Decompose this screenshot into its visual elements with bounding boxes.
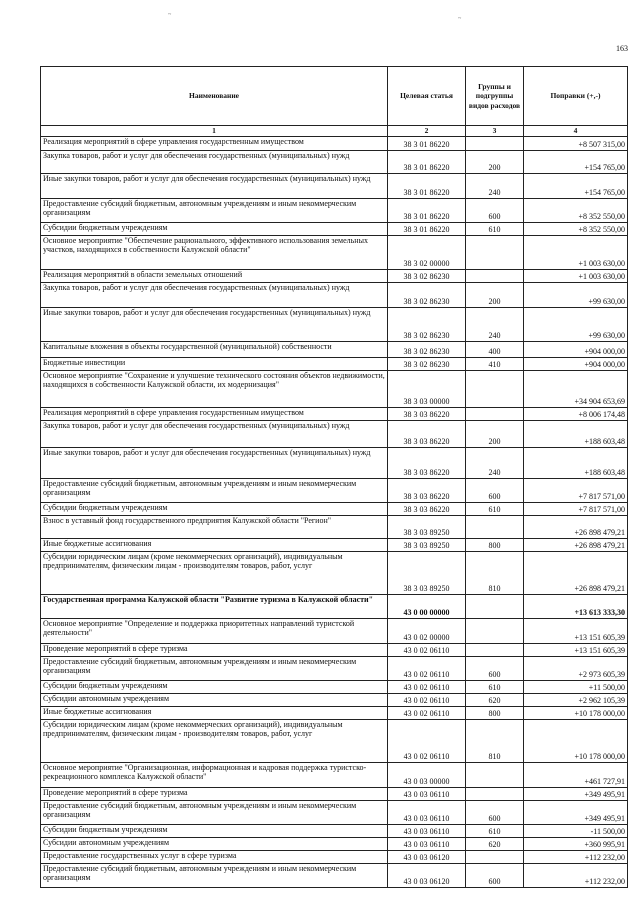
row-name: Предоставление субсидий бюджетным, автономным учреждениям и иным некоммерческим организациям — [41, 800, 388, 824]
row-name: Капитальные вложения в объекты государственной (муниципальной) собственности — [41, 341, 388, 357]
row-name: Предоставление субсидий бюджетным, автономным учреждениям и иным некоммерческим организациям — [41, 656, 388, 680]
column-number: 1 — [41, 126, 388, 137]
header-expense-groups: Группы и подгруппы видов расходов — [466, 67, 524, 126]
table-row — [41, 863, 628, 887]
row-name: Реализация мероприятий в сфере управления государственным имуществом — [41, 407, 388, 420]
table-row — [41, 643, 628, 656]
row-amendment: +8 352 550,00 — [524, 198, 628, 222]
row-amendment: +26 898 479,21 — [524, 551, 628, 594]
row-expense-group: 600 — [466, 198, 524, 222]
row-target-article: 38 3 02 86230 — [388, 357, 466, 370]
budget-amendments-table — [40, 66, 628, 888]
row-target-article: 43 0 02 00000 — [388, 618, 466, 643]
row-target-article: 38 3 03 89250 — [388, 515, 466, 538]
row-name: Иные закупки товаров, работ и услуг для обеспечения государственных (муниципальных) нужд — [41, 447, 388, 478]
row-expense-group: 410 — [466, 357, 524, 370]
row-name: Иные закупки товаров, работ и услуг для обеспечения государственных (муниципальных) нужд — [41, 173, 388, 198]
row-amendment: +904 000,00 — [524, 357, 628, 370]
table-row — [41, 837, 628, 850]
row-amendment: +904 000,00 — [524, 341, 628, 357]
row-amendment: +112 232,00 — [524, 850, 628, 863]
row-expense-group: 620 — [466, 837, 524, 850]
row-name: Основное мероприятие "Определение и поддержка приоритетных направлений туристской деятельности" — [41, 618, 388, 643]
row-target-article: 43 0 02 06110 — [388, 680, 466, 693]
row-target-article: 38 3 03 86220 — [388, 502, 466, 515]
row-target-article: 38 3 03 86220 — [388, 420, 466, 447]
header-name: Наименование — [41, 67, 388, 126]
row-amendment: +34 904 653,69 — [524, 370, 628, 407]
row-expense-group: 600 — [466, 656, 524, 680]
row-expense-group — [466, 370, 524, 407]
row-target-article: 43 0 03 06110 — [388, 837, 466, 850]
header-amendments: Поправки (+,-) — [524, 67, 628, 126]
row-name: Государственная программа Калужской области "Развитие туризма в Калужской области" — [41, 594, 388, 618]
row-target-article: 43 0 03 06110 — [388, 787, 466, 800]
row-amendment: +8 006 174,48 — [524, 407, 628, 420]
row-expense-group: 610 — [466, 680, 524, 693]
row-expense-group: 610 — [466, 824, 524, 837]
row-target-article: 38 3 03 89250 — [388, 551, 466, 594]
column-number-row — [41, 126, 628, 137]
row-target-article: 43 0 03 06110 — [388, 824, 466, 837]
column-number: 4 — [524, 126, 628, 137]
row-expense-group: 600 — [466, 863, 524, 887]
row-name: Субсидии бюджетным учреждениям — [41, 824, 388, 837]
row-amendment: +11 500,00 — [524, 680, 628, 693]
row-amendment: -11 500,00 — [524, 824, 628, 837]
table-row — [41, 706, 628, 719]
table-row — [41, 515, 628, 538]
table-row — [41, 269, 628, 282]
table-row — [41, 693, 628, 706]
row-target-article: 43 0 02 06110 — [388, 719, 466, 762]
table-body — [41, 136, 628, 887]
row-name: Предоставление субсидий бюджетным, автономным учреждениям и иным некоммерческим организациям — [41, 478, 388, 502]
row-amendment: +8 507 315,00 — [524, 136, 628, 150]
table-header-row — [41, 67, 628, 126]
row-amendment: +99 630,00 — [524, 282, 628, 307]
row-expense-group: 810 — [466, 719, 524, 762]
row-name: Иные бюджетные ассигнования — [41, 706, 388, 719]
table-row — [41, 762, 628, 787]
row-amendment: +461 727,91 — [524, 762, 628, 787]
table-row — [41, 719, 628, 762]
row-expense-group — [466, 407, 524, 420]
row-amendment: +188 603,48 — [524, 420, 628, 447]
table-row — [41, 538, 628, 551]
row-expense-group — [466, 515, 524, 538]
table-row — [41, 787, 628, 800]
row-target-article: 38 3 02 86230 — [388, 269, 466, 282]
row-expense-group — [466, 594, 524, 618]
table-row — [41, 502, 628, 515]
row-name: Закупка товаров, работ и услуг для обеспечения государственных (муниципальных) нужд — [41, 420, 388, 447]
row-name: Основное мероприятие "Сохранение и улучшение технического состояния объектов недвижимости, находящихся в собственности Калужской области, их модернизация" — [41, 370, 388, 407]
table-row — [41, 656, 628, 680]
row-amendment: +99 630,00 — [524, 307, 628, 341]
row-target-article: 43 0 02 06110 — [388, 656, 466, 680]
row-amendment: +349 495,91 — [524, 800, 628, 824]
row-target-article: 38 3 03 00000 — [388, 370, 466, 407]
row-target-article: 38 3 01 86220 — [388, 150, 466, 173]
row-target-article: 43 0 00 00000 — [388, 594, 466, 618]
column-number: 3 — [466, 126, 524, 137]
row-name: Иные бюджетные ассигнования — [41, 538, 388, 551]
scan-mark: ~ — [168, 12, 172, 18]
row-name: Субсидии бюджетным учреждениям — [41, 502, 388, 515]
row-amendment: +360 995,91 — [524, 837, 628, 850]
row-name: Иные закупки товаров, работ и услуг для обеспечения государственных (муниципальных) нужд — [41, 307, 388, 341]
row-target-article: 38 3 02 86230 — [388, 307, 466, 341]
row-target-article: 38 3 03 86220 — [388, 407, 466, 420]
row-target-article: 43 0 02 06110 — [388, 693, 466, 706]
row-expense-group: 600 — [466, 478, 524, 502]
row-amendment: +13 613 333,30 — [524, 594, 628, 618]
row-amendment: +26 898 479,21 — [524, 515, 628, 538]
row-amendment: +7 817 571,00 — [524, 502, 628, 515]
row-expense-group: 200 — [466, 282, 524, 307]
row-target-article: 43 0 02 06110 — [388, 643, 466, 656]
row-amendment: +349 495,91 — [524, 787, 628, 800]
row-expense-group — [466, 136, 524, 150]
row-name: Предоставление субсидий бюджетным, автономным учреждениям и иным некоммерческим организациям — [41, 198, 388, 222]
row-expense-group — [466, 643, 524, 656]
table-row — [41, 420, 628, 447]
table-row — [41, 850, 628, 863]
table-row — [41, 618, 628, 643]
row-expense-group: 200 — [466, 150, 524, 173]
row-expense-group: 240 — [466, 307, 524, 341]
row-target-article: 38 3 02 86230 — [388, 282, 466, 307]
table-row — [41, 307, 628, 341]
row-target-article: 38 3 03 89250 — [388, 538, 466, 551]
row-expense-group — [466, 787, 524, 800]
row-target-article: 38 3 02 86230 — [388, 341, 466, 357]
row-amendment: +13 151 605,39 — [524, 618, 628, 643]
table-row — [41, 150, 628, 173]
row-amendment: +26 898 479,21 — [524, 538, 628, 551]
table-row — [41, 235, 628, 269]
row-target-article: 38 3 02 00000 — [388, 235, 466, 269]
row-target-article: 43 0 03 06120 — [388, 863, 466, 887]
row-target-article: 43 0 03 06120 — [388, 850, 466, 863]
row-name: Предоставление государственных услуг в сфере туризма — [41, 850, 388, 863]
row-target-article: 38 3 01 86220 — [388, 222, 466, 235]
row-target-article: 38 3 01 86220 — [388, 198, 466, 222]
row-name: Реализация мероприятий в сфере управления государственным имуществом — [41, 136, 388, 150]
row-amendment: +1 003 630,00 — [524, 269, 628, 282]
row-target-article: 38 3 01 86220 — [388, 136, 466, 150]
row-amendment: +112 232,00 — [524, 863, 628, 887]
row-expense-group — [466, 618, 524, 643]
row-amendment: +10 178 000,00 — [524, 719, 628, 762]
row-name: Субсидии бюджетным учреждениям — [41, 222, 388, 235]
row-target-article: 43 0 03 00000 — [388, 762, 466, 787]
row-amendment: +13 151 605,39 — [524, 643, 628, 656]
row-expense-group: 610 — [466, 222, 524, 235]
row-name: Предоставление субсидий бюджетным, автономным учреждениям и иным некоммерческим организациям — [41, 863, 388, 887]
row-expense-group — [466, 235, 524, 269]
row-expense-group: 600 — [466, 800, 524, 824]
row-name: Субсидии бюджетным учреждениям — [41, 680, 388, 693]
row-name: Основное мероприятие "Обеспечение рационального, эффективного использования земельных участков, находящихся в собственности Калужской области" — [41, 235, 388, 269]
row-name: Реализация мероприятий в области земельных отношений — [41, 269, 388, 282]
row-name: Субсидии автономным учреждениям — [41, 693, 388, 706]
table-row — [41, 824, 628, 837]
table-row — [41, 357, 628, 370]
row-amendment: +2 962 105,39 — [524, 693, 628, 706]
table-row — [41, 173, 628, 198]
row-name: Закупка товаров, работ и услуг для обеспечения государственных (муниципальных) нужд — [41, 282, 388, 307]
row-amendment: +188 603,48 — [524, 447, 628, 478]
row-expense-group: 610 — [466, 502, 524, 515]
row-target-article: 43 0 03 06110 — [388, 800, 466, 824]
table-row — [41, 551, 628, 594]
row-target-article: 38 3 03 86220 — [388, 478, 466, 502]
row-expense-group — [466, 762, 524, 787]
column-number: 2 — [388, 126, 466, 137]
table-row — [41, 198, 628, 222]
table-row — [41, 341, 628, 357]
table-row — [41, 282, 628, 307]
row-target-article: 43 0 02 06110 — [388, 706, 466, 719]
row-amendment: +10 178 000,00 — [524, 706, 628, 719]
row-name: Основное мероприятие "Организационная, информационная и кадровая поддержка туристско-рекреационного комплекса Калужской области" — [41, 762, 388, 787]
row-expense-group — [466, 269, 524, 282]
row-expense-group: 810 — [466, 551, 524, 594]
row-name: Взнос в уставный фонд государственного предприятия Калужской области "Регион" — [41, 515, 388, 538]
row-name: Субсидии юридическим лицам (кроме некоммерческих организаций), индивидуальным предпринимателям, физическим лицам - производителям товаров, работ, услуг — [41, 719, 388, 762]
row-amendment: +2 973 605,39 — [524, 656, 628, 680]
page-number: 163 — [616, 44, 628, 53]
row-expense-group: 800 — [466, 538, 524, 551]
row-amendment: +8 352 550,00 — [524, 222, 628, 235]
row-expense-group — [466, 850, 524, 863]
table-row — [41, 222, 628, 235]
row-amendment: +154 765,00 — [524, 150, 628, 173]
row-amendment: +1 003 630,00 — [524, 235, 628, 269]
row-name: Проведение мероприятий в сфере туризма — [41, 643, 388, 656]
table-row — [41, 407, 628, 420]
table-row — [41, 447, 628, 478]
table-row — [41, 594, 628, 618]
row-amendment: +7 817 571,00 — [524, 478, 628, 502]
row-expense-group: 620 — [466, 693, 524, 706]
row-target-article: 38 3 03 86220 — [388, 447, 466, 478]
row-name: Субсидии юридическим лицам (кроме некоммерческих организаций), индивидуальным предпринимателям, физическим лицам - производителям товаров, работ, услуг — [41, 551, 388, 594]
row-expense-group: 800 — [466, 706, 524, 719]
table-row — [41, 680, 628, 693]
row-name: Бюджетные инвестиции — [41, 357, 388, 370]
table-row — [41, 478, 628, 502]
table-row — [41, 136, 628, 150]
row-name: Закупка товаров, работ и услуг для обеспечения государственных (муниципальных) нужд — [41, 150, 388, 173]
row-name: Субсидии автономным учреждениям — [41, 837, 388, 850]
row-expense-group: 200 — [466, 420, 524, 447]
table-row — [41, 800, 628, 824]
header-target-article: Целевая статья — [388, 67, 466, 126]
row-expense-group: 400 — [466, 341, 524, 357]
row-target-article: 38 3 01 86220 — [388, 173, 466, 198]
row-amendment: +154 765,00 — [524, 173, 628, 198]
table-row — [41, 370, 628, 407]
scan-mark: ~ — [458, 16, 462, 22]
row-expense-group: 240 — [466, 173, 524, 198]
row-expense-group: 240 — [466, 447, 524, 478]
row-name: Проведение мероприятий в сфере туризма — [41, 787, 388, 800]
